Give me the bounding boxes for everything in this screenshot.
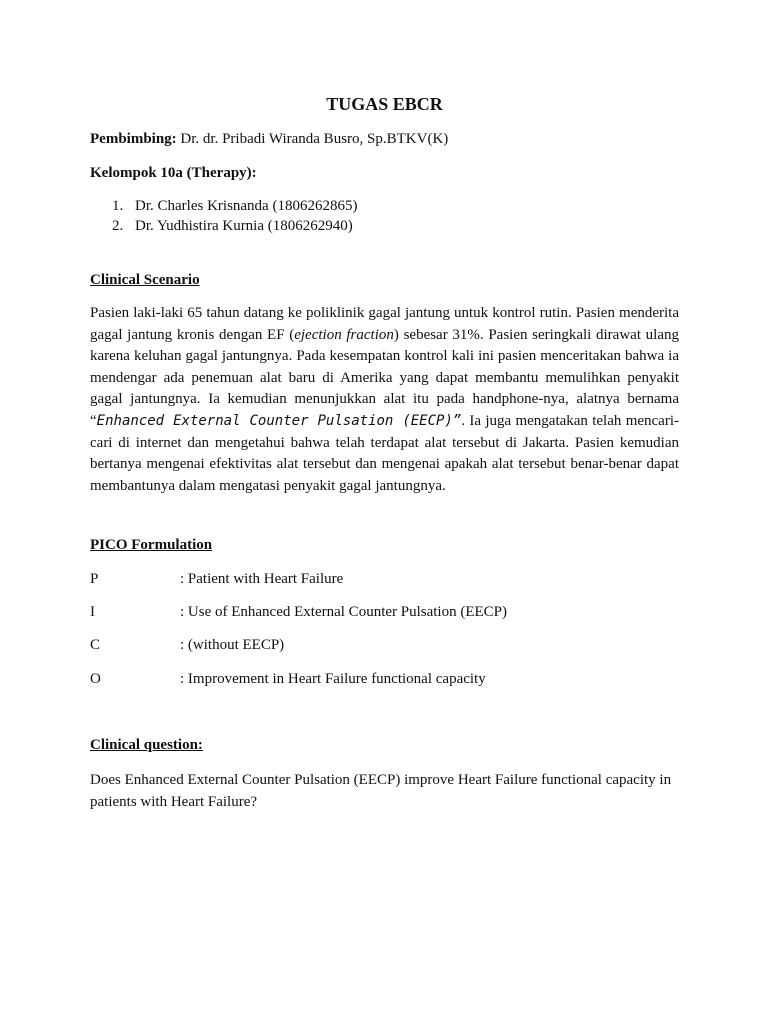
clinical-scenario-heading: Clinical Scenario bbox=[90, 272, 200, 288]
supervisor-label: Pembimbing: bbox=[90, 131, 177, 147]
document-page bbox=[90, 0, 679, 1024]
pico-value: : Use of Enhanced External Counter Pulsation (EECP) bbox=[180, 604, 508, 620]
supervisor-name: Dr. dr. Pribadi Wiranda Busro, Sp.BTKV(K) bbox=[176, 131, 449, 147]
pico-key: I bbox=[90, 604, 95, 620]
clinical-scenario-paragraph bbox=[90, 303, 679, 497]
document-title: TUGAS EBCR bbox=[326, 94, 443, 114]
pico-key: O bbox=[90, 671, 101, 687]
scenario-text-1: Pasien laki-laki 65 tahun datang ke poliklinik gagal jantung untuk kontrol rutin. Pasien menderita gagal jantung kronis dengan EF ( bbox=[90, 305, 679, 343]
member-number: 2. bbox=[112, 218, 124, 234]
ef-term: ejection fraction bbox=[294, 326, 394, 343]
pico-key: P bbox=[90, 571, 99, 587]
member-name: Dr. Charles Krisnanda (1806262865) bbox=[135, 198, 358, 214]
member-number: 1. bbox=[112, 198, 124, 214]
pico-row bbox=[90, 571, 679, 588]
pico-value: : (without EECP) bbox=[180, 637, 285, 653]
pico-value: : Improvement in Heart Failure functional capacity bbox=[180, 671, 486, 687]
pico-row bbox=[90, 604, 679, 621]
pico-row bbox=[90, 637, 679, 654]
scenario-text-2: ) sebesar 31%. Pasien seringkali dirawat ulang karena keluhan gagal jantungnya. Pada kesempatan kontrol kali ini pasien menceritakan bahwa ia mendengar ada penemuan alat baru di Amerika yang dapat membantu memulihkan penyakit gagal jantungnya. Ia kemudian menunjukkan alat itu pada handphone-nya, alatnya bernama “ bbox=[90, 326, 679, 429]
clinical-question-heading: Clinical question: bbox=[90, 737, 203, 753]
clinical-question-text: Does Enhanced External Counter Pulsation (EECP) improve Heart Failure functional capacity in patients with Heart Failure? bbox=[90, 772, 672, 810]
pico-heading: PICO Formulation bbox=[90, 537, 213, 553]
pico-value: : Patient with Heart Failure bbox=[180, 571, 344, 587]
group-label: Kelompok 10a (Therapy): bbox=[90, 165, 257, 181]
scenario-text-3: . Ia juga mengatakan telah mencari-cari di internet dan mengetahui bahwa telah terdapat alat tersebut di Jakarta. Pasien kemudian bertanya mengenai efektivitas alat tersebut dan mengenai apakah alat tersebut benar-benar dapat membantunya dalam mengatasi penyakit gagal jantungnya. bbox=[90, 412, 679, 494]
pico-row bbox=[90, 671, 679, 688]
supervisor-line bbox=[90, 131, 448, 148]
device-name: Enhanced External Counter Pulsation (EECP)” bbox=[96, 412, 462, 429]
member-name: Dr. Yudhistira Kurnia (1806262940) bbox=[135, 218, 353, 234]
member-item bbox=[112, 218, 353, 235]
member-item bbox=[112, 198, 357, 215]
pico-key: C bbox=[90, 637, 101, 653]
